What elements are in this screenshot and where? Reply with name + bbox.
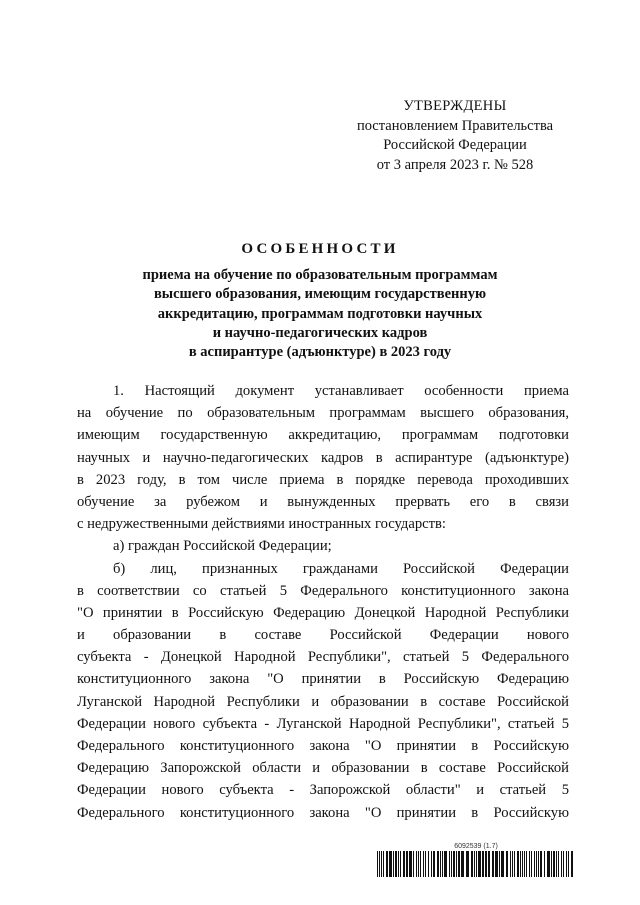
approval-line: постановлением Правительства: [356, 117, 554, 134]
subtitle-line: и научно-педагогических кадров: [212, 324, 428, 341]
body-line: а) граждан Российской Федерации;: [113, 538, 332, 555]
body-line: Луганской Народной Республики и образовании в составе Российской: [77, 693, 569, 710]
subtitle-line: в аспирантуре (адъюнктуре) в 2023 году: [188, 344, 452, 361]
document-body: [77, 380, 569, 824]
barcode-code: 6092539 (1.7): [454, 843, 498, 850]
body-line: с недружественными действиями иностранных государств:: [77, 516, 446, 533]
document-subtitle: [0, 266, 640, 362]
barcode: [377, 842, 575, 877]
body-line: Федерального конституционного закона "О принятии в Российскую: [77, 738, 569, 754]
approval-block: [330, 97, 580, 175]
approval-title: УТВЕРЖДЕНЫ: [403, 98, 507, 114]
body-line: научных и научно-педагогических кадров в аспирантуре (адъюнктуре): [77, 449, 569, 466]
document-title: ОСОБЕННОСТИ: [241, 241, 399, 257]
barcode-bars-icon: [377, 851, 575, 877]
approval-line: от 3 апреля 2023 г. № 528: [376, 156, 534, 173]
body-line: Федерации нового субъекта - Луганской Народной Республики", статьей 5: [77, 715, 569, 732]
body-line: имеющим государственную аккредитацию, программам подготовки: [77, 427, 569, 444]
subtitle-line: аккредитацию, программам подготовки научных: [157, 305, 483, 322]
body-line: обучение за рубежом и вынужденных прервать его в связи: [77, 493, 569, 510]
body-line: субъекта - Донецкой Народной Республики", статьей 5 Федерального: [77, 649, 569, 666]
approval-line: Российской Федерации: [383, 137, 527, 154]
subtitle-line: высшего образования, имеющим государственную: [153, 286, 487, 303]
body-line: Федерального конституционного закона "О принятии в Российскую: [77, 804, 569, 821]
body-line: б) лиц, признанных гражданами Российской Федерации: [113, 560, 569, 577]
body-line: в соответствии со статьей 5 Федерального конституционного закона: [77, 582, 569, 599]
subtitle-line: приема на обучение по образовательным программам: [142, 267, 498, 283]
body-line: в 2023 году, в том числе приема в порядке перевода проходивших: [77, 471, 569, 488]
body-line: "О принятии в Российскую Федерацию Донецкой Народной Республики: [77, 604, 569, 621]
body-line: на обучение по образовательным программам высшего образования,: [77, 405, 569, 422]
body-line: Федерацию Запорожской области и образовании в составе Российской: [77, 760, 569, 777]
body-line: конституционного закона "О принятии в Российскую Федерацию: [77, 671, 569, 688]
body-line: Федерации нового субъекта - Запорожской области" и статьей 5: [77, 782, 569, 799]
body-line: и образовании в составе Российской Федерации нового: [77, 627, 569, 644]
body-line: 1. Настоящий документ устанавливает особенности приема: [113, 383, 569, 399]
